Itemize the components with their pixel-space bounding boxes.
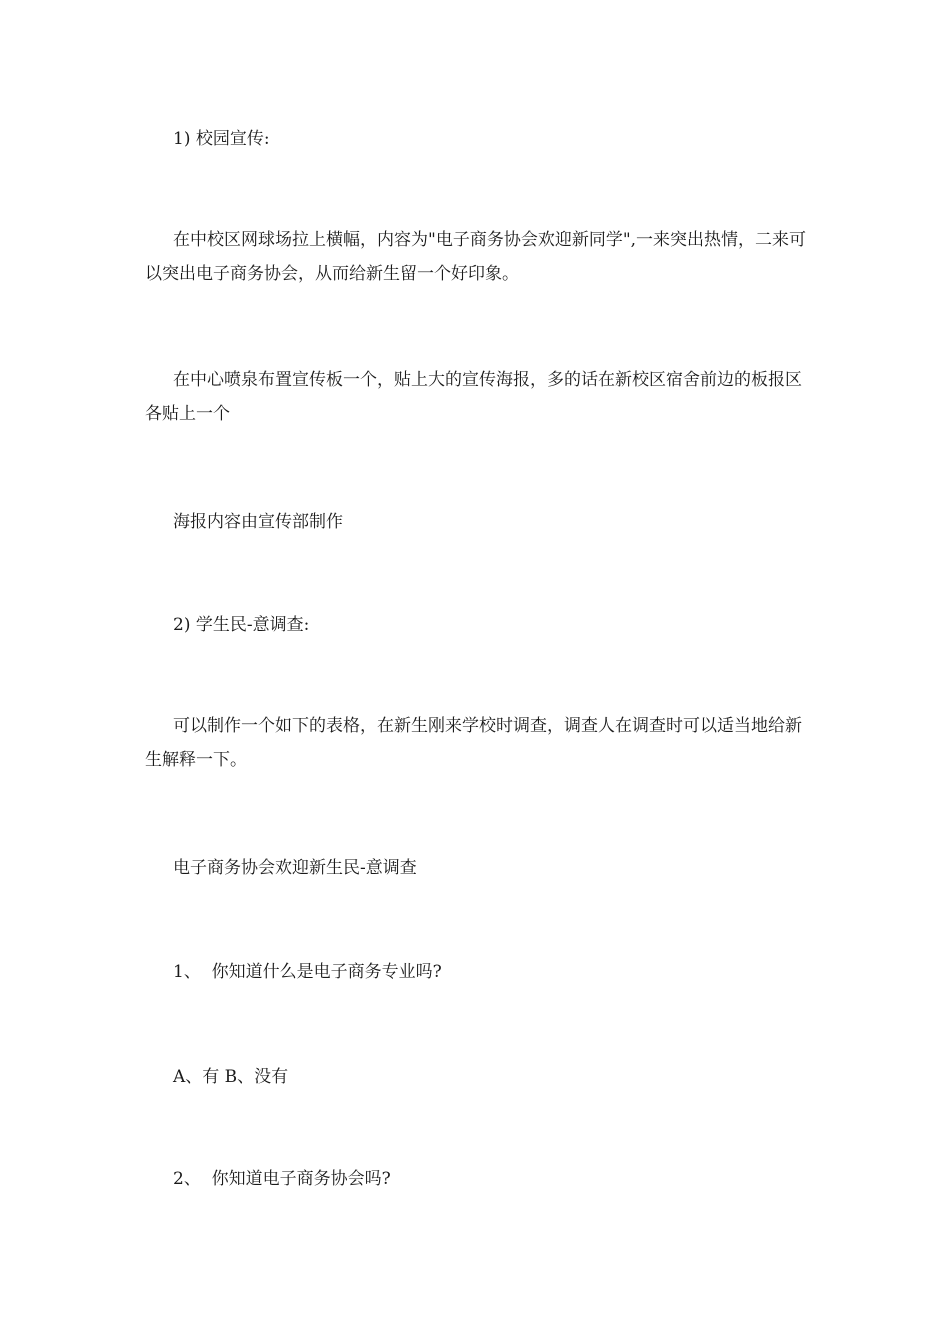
paragraph-text: 在中校区网球场拉上横幅，内容为"电子商务协会欢迎新同学",一来突出热情，二来可以突出电子商务协会，从而给新生留一个好印象。 bbox=[145, 230, 807, 284]
paragraph-poster-content bbox=[145, 505, 810, 539]
paragraph-text: 在中心喷泉布置宣传板一个，贴上大的宣传海报，多的话在新校区宿舍前边的板报区各贴上一个 bbox=[145, 370, 802, 424]
survey-question-1 bbox=[145, 955, 810, 989]
paragraph-text: 电子商务协会欢迎新生民-意调查 bbox=[173, 858, 417, 878]
paragraph-text: 2、 你知道电子商务协会吗? bbox=[173, 1169, 391, 1189]
paragraph-fountain-board bbox=[145, 363, 810, 431]
paragraph-text: 海报内容由宣传部制作 bbox=[173, 512, 343, 532]
paragraph-survey-form bbox=[145, 709, 810, 777]
paragraph-text: 1、 你知道什么是电子商务专业吗? bbox=[173, 962, 442, 982]
survey-question-2 bbox=[145, 1162, 810, 1196]
section-heading-student-survey bbox=[145, 608, 810, 642]
paragraph-text: 2) 学生民-意调查: bbox=[173, 615, 310, 635]
paragraph-text: 1) 校园宣传: bbox=[173, 129, 270, 149]
paragraph-text: 可以制作一个如下的表格，在新生刚来学校时调查，调查人在调查时可以适当地给新生解释一下。 bbox=[145, 716, 802, 770]
paragraph-text: A、有 B、没有 bbox=[173, 1067, 289, 1087]
survey-title bbox=[145, 851, 810, 885]
survey-options-1 bbox=[145, 1060, 810, 1094]
section-heading-campus-publicity bbox=[145, 122, 810, 156]
paragraph-banner bbox=[145, 223, 810, 291]
